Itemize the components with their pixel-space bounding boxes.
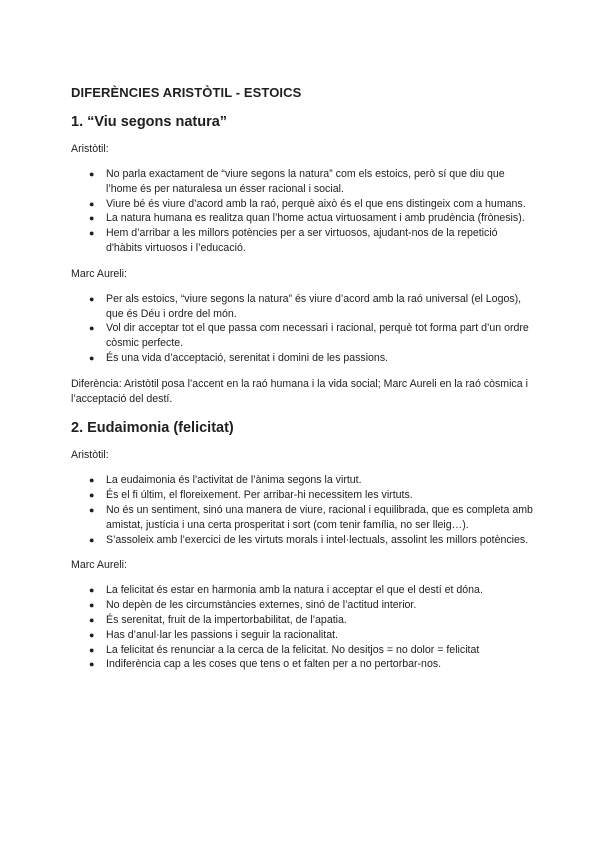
list-item-text: S’assoleix amb l’exercici de les virtuts morals i intel·lectuals, assolint les millors potències. bbox=[106, 533, 529, 546]
list-item bbox=[89, 351, 534, 366]
bullet-icon: ● bbox=[89, 614, 95, 625]
aristotle-label: Aristòtil: bbox=[71, 143, 109, 155]
aristotle-label: Aristòtil: bbox=[71, 449, 109, 462]
list-item bbox=[89, 657, 534, 672]
list-item bbox=[89, 613, 534, 628]
list-item-text: Indiferència cap a les coses que tens o et falten per a no pertorbar-nos. bbox=[106, 658, 442, 671]
list-item bbox=[89, 503, 534, 533]
list-item-text: La felicitat és estar en harmonia amb la natura i acceptar el que el destí et dóna. bbox=[106, 584, 483, 597]
list-item bbox=[89, 321, 534, 351]
list-item-text: No parla exactament de “viure segons la natura” com els estoics, però sí que diu que l’home és per naturalesa un ésser racional i social. bbox=[106, 168, 505, 195]
list-item-text: Viure bé és viure d’acord amb la raó, perquè això és el que ens distingeix com a humans. bbox=[106, 197, 526, 210]
bullet-icon: ● bbox=[89, 293, 95, 304]
marcus-label: Marc Aureli: bbox=[71, 267, 127, 280]
list-item bbox=[89, 583, 534, 598]
difference-paragraph: Diferència: Aristòtil posa l’accent en la raó humana i la vida social; Marc Aureli en la raó còsmica i l’acceptació del destí. bbox=[71, 377, 528, 405]
bullet-icon: ● bbox=[89, 490, 95, 501]
list-item bbox=[89, 628, 534, 643]
list-item bbox=[89, 211, 534, 226]
bullet-icon: ● bbox=[89, 644, 95, 655]
aristotle-points-list bbox=[71, 473, 534, 547]
bullet-icon: ● bbox=[89, 169, 95, 179]
list-item-text: Per als estoics, “viure segons la natura” és viure d’acord amb la raó universal (el Logos), que és Déu i ordre del món. bbox=[106, 292, 522, 320]
bullet-icon: ● bbox=[89, 659, 95, 670]
list-item-text: No depèn de les circumstàncies externes, sinó de l’actitud interior. bbox=[106, 599, 417, 612]
list-item-text: La eudaimonia és l’activitat de l’ànima segons la virtut. bbox=[106, 474, 362, 487]
list-item bbox=[89, 533, 534, 548]
bullet-icon: ● bbox=[89, 352, 95, 363]
bullet-icon: ● bbox=[89, 213, 95, 224]
bullet-icon: ● bbox=[89, 534, 95, 545]
bullet-icon: ● bbox=[89, 600, 95, 611]
list-item bbox=[89, 226, 534, 256]
section-heading: 2. Eudaimonia (felicitat) bbox=[71, 420, 234, 437]
list-item-text: Hem d’arribar a les millors potències per a ser virtuosos, ajudant-nos de la repetició d'hàbits virtuosos i l’educació. bbox=[106, 227, 498, 254]
section-eudaimonia bbox=[71, 420, 534, 672]
bullet-icon: ● bbox=[89, 475, 95, 486]
list-item-text: Has d’anul·lar les passions i seguir la racionalitat. bbox=[106, 628, 338, 641]
list-item-text: La natura humana es realitza quan l’home actua virtuosament i amb prudència (frònesis). bbox=[106, 212, 525, 225]
list-item bbox=[89, 292, 534, 322]
list-item bbox=[89, 167, 534, 197]
list-item bbox=[89, 598, 534, 613]
list-item-text: Vol dir acceptar tot el que passa com necessari i racional, perquè tot forma part d’un ordre còsmic perfecte. bbox=[106, 322, 529, 350]
list-item-text: La felicitat és renunciar a la cerca de la felicitat. No desitjos = no dolor = felicitat bbox=[106, 643, 480, 656]
list-item bbox=[89, 488, 534, 503]
document-body bbox=[71, 85, 534, 683]
section-viu-segons-natura bbox=[71, 114, 534, 406]
bullet-icon: ● bbox=[89, 504, 95, 515]
list-item bbox=[89, 473, 534, 488]
list-item-text: És una vida d’acceptació, serenitat i domini de les passions. bbox=[106, 351, 389, 364]
aristotle-points-list bbox=[71, 167, 534, 256]
bullet-icon: ● bbox=[89, 629, 95, 640]
list-item-text: No és un sentiment, sinó una manera de viure, racional i equilibrada, que es completa amb amistat, justícia i una certa prosperitat i sort (com tenir família, no ser lleig…). bbox=[106, 503, 533, 531]
bullet-icon: ● bbox=[89, 323, 95, 334]
bullet-icon: ● bbox=[89, 228, 95, 239]
marcus-label: Marc Aureli: bbox=[71, 559, 127, 572]
bullet-icon: ● bbox=[89, 585, 95, 596]
section-heading: 1. “Viu segons natura” bbox=[71, 114, 228, 130]
document-title: DIFERÈNCIES ARISTÒTIL - ESTOICS bbox=[71, 85, 302, 100]
marcus-points-list bbox=[71, 583, 534, 672]
list-item-text: És serenitat, fruit de la impertorbabilitat, de l’apatia. bbox=[106, 613, 347, 626]
marcus-points-list bbox=[71, 292, 534, 366]
list-item-text: És el fi últim, el floreixement. Per arribar-hi necessitem les virtuts. bbox=[106, 489, 413, 502]
bullet-icon: ● bbox=[89, 198, 95, 209]
list-item bbox=[89, 197, 534, 212]
list-item bbox=[89, 643, 534, 658]
